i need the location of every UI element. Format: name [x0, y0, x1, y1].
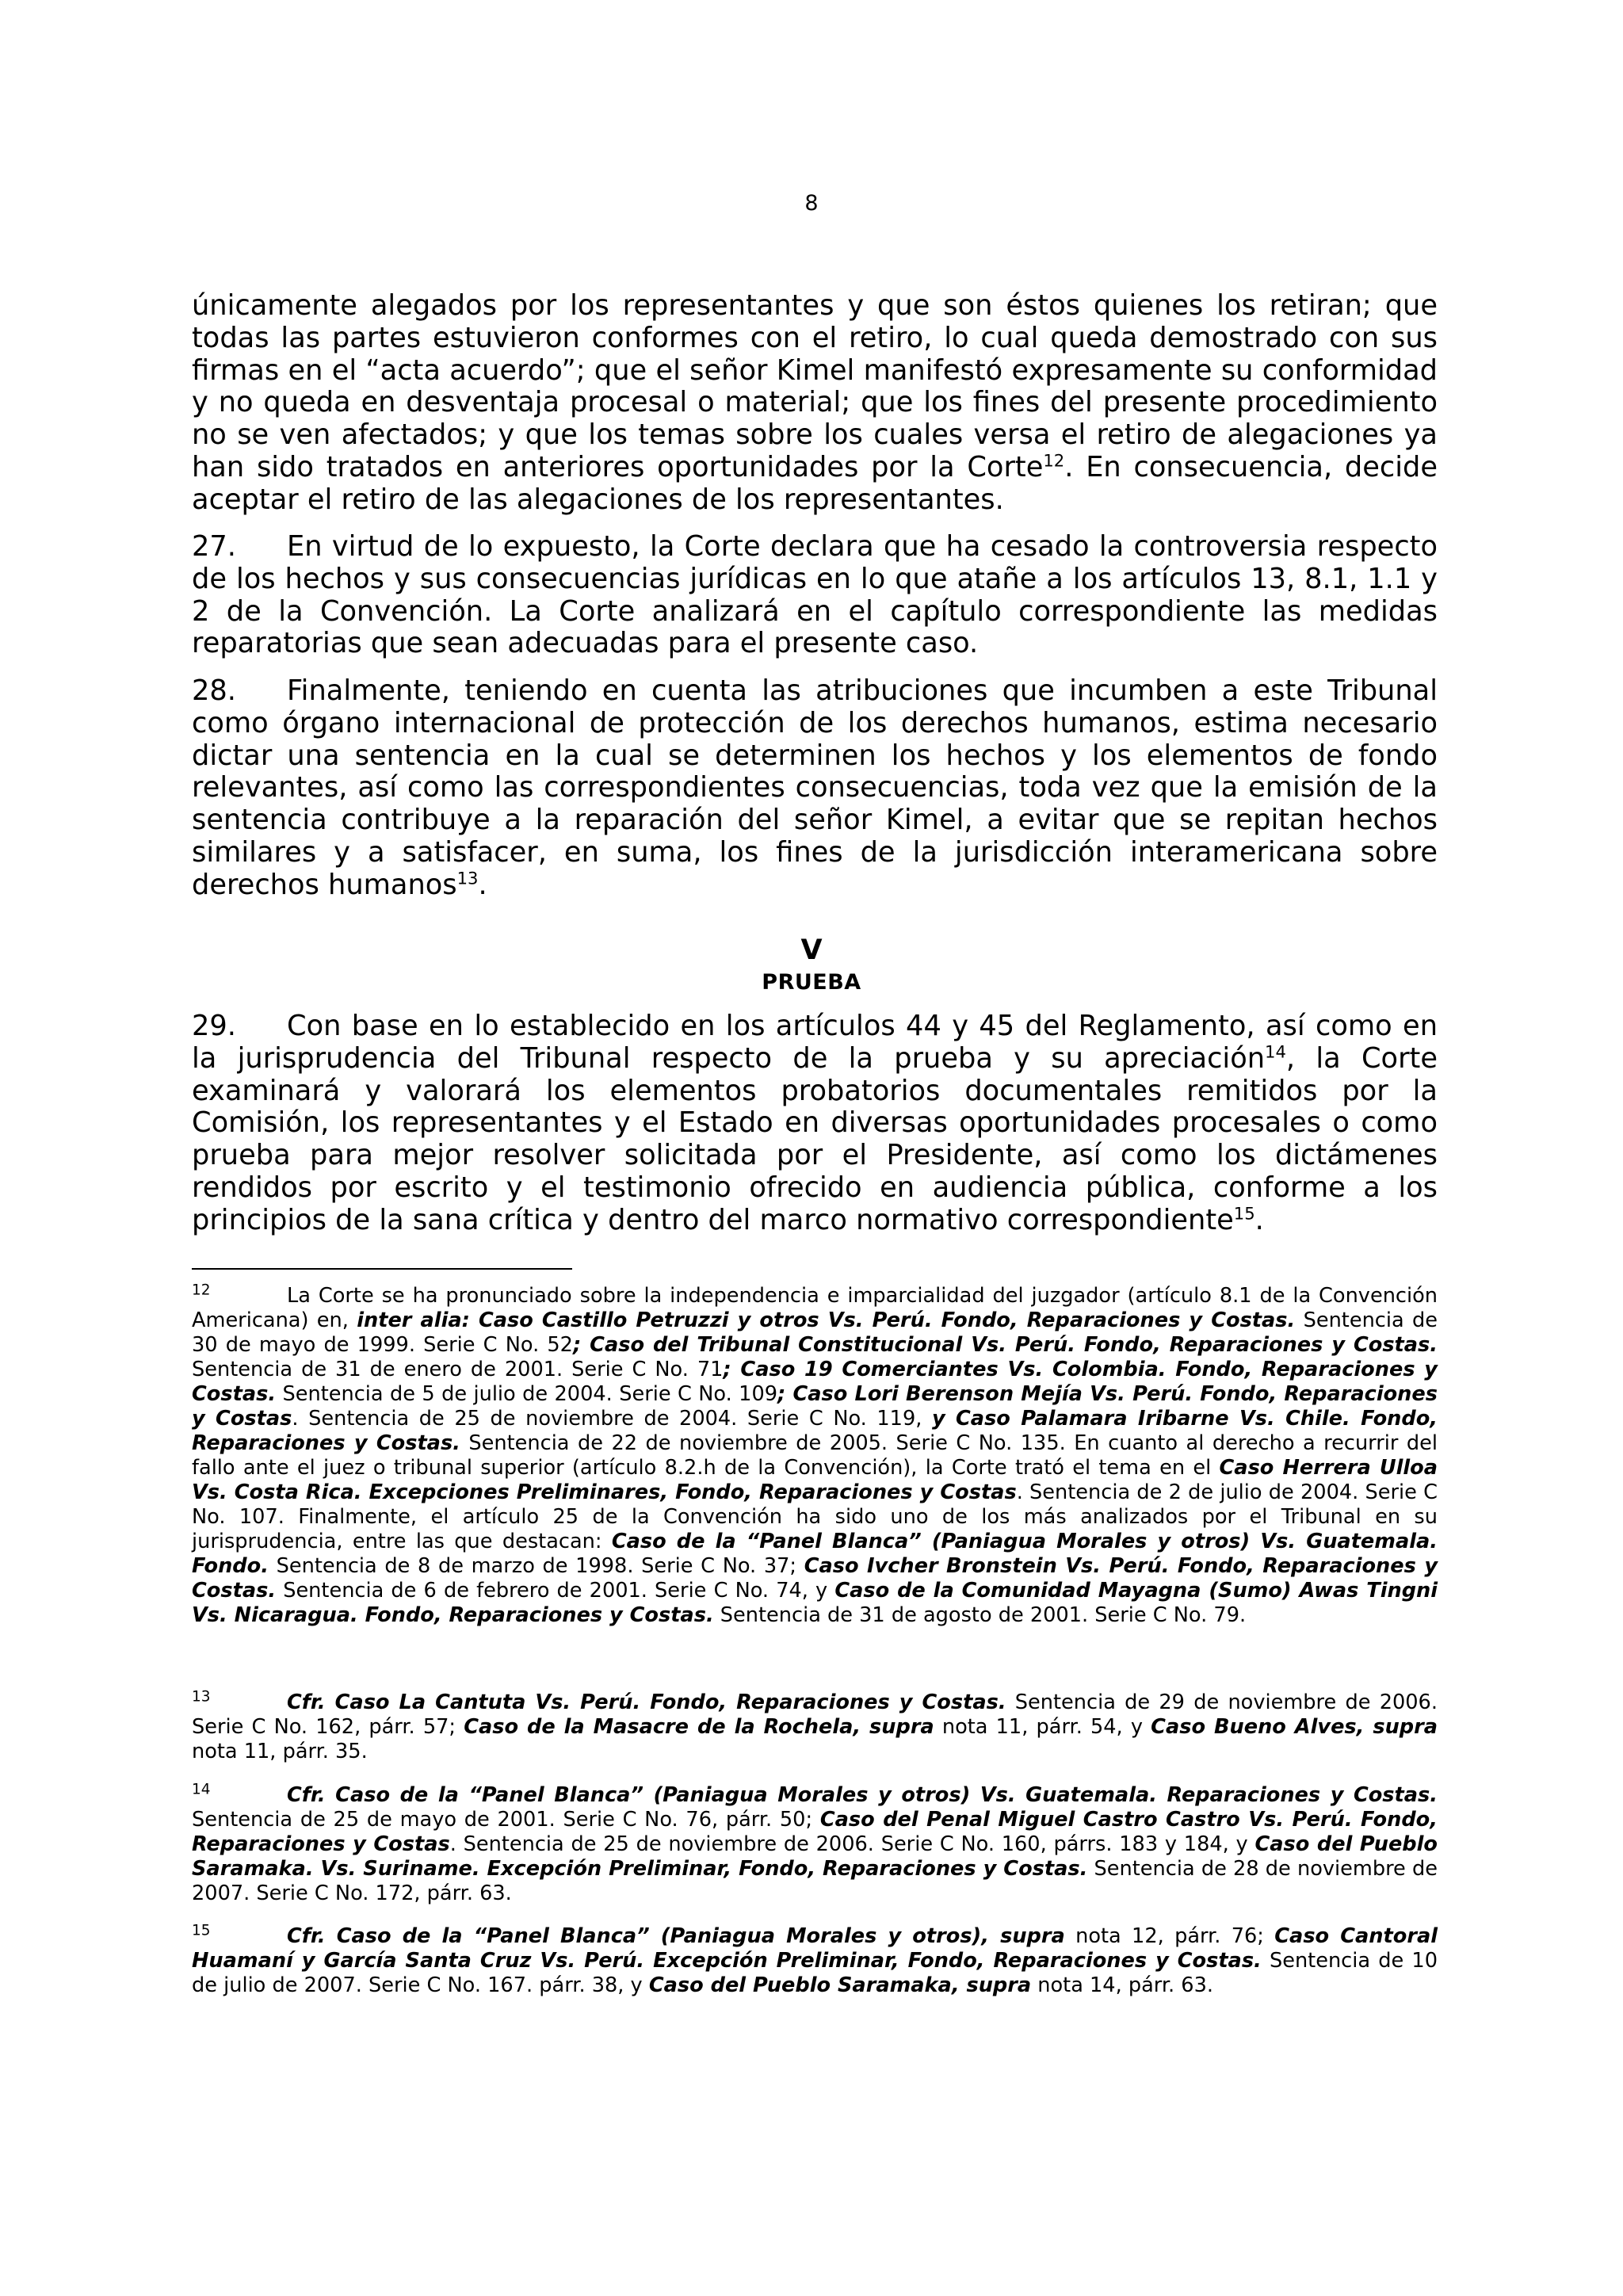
footnote-ref-14[interactable]: 14 [1265, 1041, 1286, 1062]
footnote-13: $^{13}$ Cfr. Caso La Cantuta Vs. Perú. Fondo, Reparaciones y Costas. Sentencia de 29 de noviembre de 2006. Serie C No. 162, párr. 57; Caso de la Masacre de la Rochela, supra nota 11, párr. 54, y Caso Bueno Alves, supra nota 11, párr. 35. [192, 1688, 1438, 1763]
footnote-15: $^{15}$ Cfr. Caso de la “Panel Blanca” (Paniagua Morales y otros), supra nota 12, párr. 76; Caso Cantoral Huamaní y García Santa Cruz Vs. Perú. Excepción Preliminar, Fondo, Reparaciones y Costas. Sentencia de 10 de julio de 2007. Serie C No. 167. párr. 38, y Caso del Pueblo Saramaka, supra nota 14, párr. 63. [192, 1922, 1438, 1997]
paragraph-text: únicamente alegados por los representantes y que son éstos quienes los retiran; que todas las partes estuvieron conformes con el retiro, lo cual queda demostrado con sus firmas en el “acta acuerdo”; que el señor Kimel manifestó expresamente su conformidad y no queda en desventaja procesal o material; que los fines del presente procedimiento no se ven afectados; y que los temas sobre los cuales versa el retiro de alegaciones ya han sido tratados en anteriores oportunidades por la Corte [192, 289, 1438, 483]
paragraph-number: 29. [192, 1010, 236, 1042]
paragraph-number: 27. [192, 530, 236, 563]
footnote-number: 15 [192, 1922, 211, 1939]
footnote-separator [192, 1268, 572, 1270]
paragraph-28 [192, 675, 1438, 902]
footnote-number: 13 [192, 1688, 211, 1706]
paragraph-text: Finalmente, teniendo en cuenta las atribuciones que incumben a este Tribunal como órgano internacional de protección de los derechos humanos, estima necesario dictar una sentencia en la cual se determinen los hechos y los elementos de fondo relevantes, así como las correspondientes consecuencias, toda vez que la emisión de la sentencia contribuye a la reparación del señor Kimel, a evitar que se repitan hechos similares y a satisfacer, en suma, los fines de la jurisdicción interamericana sobre derechos humanos [192, 674, 1438, 901]
footnote-ref-15[interactable]: 15 [1233, 1203, 1255, 1224]
paragraph-text: . [1254, 1203, 1264, 1236]
paragraph-number: 28. [192, 674, 236, 707]
section-number: V [800, 934, 823, 966]
paragraph-26-continuation [192, 290, 1438, 517]
footnote-number: 14 [192, 1781, 211, 1798]
paragraph-text: . [478, 868, 487, 901]
page-number: 8 [804, 191, 819, 216]
footnote-ref-13[interactable]: 13 [456, 868, 479, 888]
paragraph-29 [192, 1010, 1438, 1237]
section-title: PRUEBA [762, 970, 861, 995]
footnote-14: $^{14}$ Cfr. Caso de la “Panel Blanca” (Paniagua Morales y otros) Vs. Guatemala. Reparaciones y Costas. Sentencia de 25 de mayo de 2001. Serie C No. 76, párr. 50; Caso del Penal Miguel Castro Castro Vs. Perú. Fondo, Reparaciones y Costas. Sentencia de 25 de noviembre de 2006. Serie C No. 160, párrs. 183 y 184, y Caso del Pueblo Saramaka. Vs. Suriname. Excepción Preliminar, Fondo, Reparaciones y Costas. Sentencia de 28 de noviembre de 2007. Serie C No. 172, párr. 63. [192, 1781, 1438, 1905]
footnote-ref-12[interactable]: 12 [1043, 450, 1065, 471]
paragraph-text: En virtud de lo expuesto, la Corte declara que ha cesado la controversia respecto de los hechos y sus consecuencias jurídicas en lo que atañe a los artículos 13, 8.1, 1.1 y 2 de la Convención. La Corte analizará en el capítulo correspondiente las medidas reparatorias que sean adecuadas para el presente caso. [192, 530, 1438, 660]
paragraph-text: Con base en lo establecido en los artículos 44 y 45 del Reglamento, así como en la jurisprudencia del Tribunal respecto de la prueba y su apreciación [192, 1010, 1438, 1075]
footnote-number: 12 [192, 1282, 211, 1299]
footnote-12: $^{12}$ La Corte se ha pronunciado sobre la independencia e imparcialidad del juzgador (artículo 8.1 de la Convención Americana) en, inter alia: Caso Castillo Petruzzi y otros Vs. Perú. Fondo, Reparaciones y Costas. Sentencia de 30 de mayo de 1999. Serie C No. 52; Caso del Tribunal Constitucional Vs. Perú. Fondo, Reparaciones y Costas. Sentencia de 31 de enero de 2001. Serie C No. 71; Caso 19 Comerciantes Vs. Colombia. Fondo, Reparaciones y Costas. Sentencia de 5 de julio de 2004. Serie C No. 109; Caso Lori Berenson Mejía Vs. Perú. Fondo, Reparaciones y Costas. Sentencia de 25 de noviembre de 2004. Serie C No. 119, y Caso Palamara Iribarne Vs. Chile. Fondo, Reparaciones y Costas. Sentencia de 22 de noviembre de 2005. Serie C No. 135. En cuanto al derecho a recurrir del fallo ante el juez o tribunal superior (artículo 8.2.h de la Convención), la Corte trató el tema en el Caso Herrera Ulloa Vs. Costa Rica. Excepciones Preliminares, Fondo, Reparaciones y Costas. Sentencia de 2 de julio de 2004. Serie C No. 107. Finalmente, el artículo 25 de la Convención ha sido uno de los más analizados por el Tribunal en su jurisprudencia, entre las que destacan: Caso de la “Panel Blanca” (Paniagua Morales y otros) Vs. Guatemala. Fondo. Sentencia de 8 de marzo de 1998. Serie C No. 37; Caso Ivcher Bronstein Vs. Perú. Fondo, Reparaciones y Costas. Sentencia de 6 de febrero de 2001. Serie C No. 74, y Caso de la Comunidad Mayagna (Sumo) Awas Tingni Vs. Nicaragua. Fondo, Reparaciones y Costas. Sentencia de 31 de agosto de 2001. Serie C No. 79. [192, 1282, 1438, 1627]
paragraph-27 [192, 531, 1438, 660]
paragraph-text: , la Corte examinará y valorará los elementos probatorios documentales remitidos por la Comisión, los representantes y el Estado en diversas oportunidades procesales o como prueba para mejor resolver solicitada por el Presidente, así como los dictámenes rendidos por escrito y el testimonio ofrecido en audiencia pública, conforme a los principios de la sana crítica y dentro del marco normativo correspondiente [192, 1041, 1438, 1236]
paragraph-text: . En consecuencia, decide aceptar el retiro de las alegaciones de los representantes. [192, 450, 1438, 516]
